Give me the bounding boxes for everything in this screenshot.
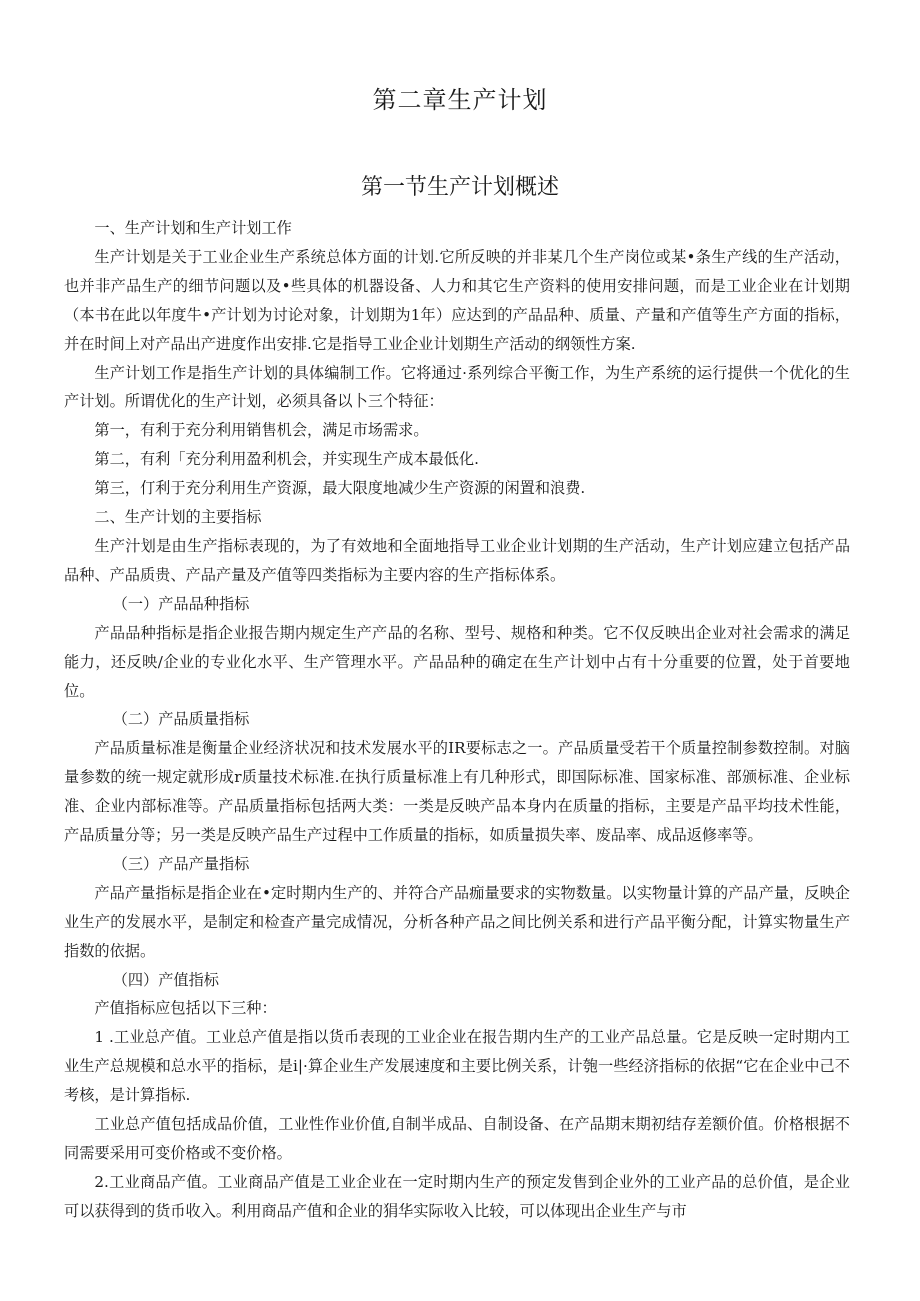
- list-item: 第三，仃利于充分利用生产资源，最大限度地减少生产资源的闲置和浪费.: [94, 479, 586, 498]
- subheading: （一）产品品种指标: [112, 594, 250, 613]
- paragraph: 产品品种指标是指企业报告期内规定生产产品的名称、型号、规格和种类。它不仅反映出企业对社会需求的满足能力，还反映/企业的专业化水平、生产管理水平。产品品种的确定在生产计划中占有十分重要的位置，处于首要地位。: [64, 623, 850, 700]
- paragraph: 产品质量标准是衡量企业经济状况和技术发展水平的IR要标志之一。产品质量受若干个质量控制参数控制。对脑量参数的统一规定就形成r质量技术标准.在执行质量标准上有几种形式，即国际标准、国家标准、部颁标准、企业标准、企业内部标准等。产品质量指标包括两大类：一类是反映产品本身内在质量的指标，主要是产品平均技术性能，产品质量分等；另一类是反映产品生产过程中工作质量的指标，如质量损失率、废品率、成品返修率等。: [64, 739, 850, 845]
- body-text: [64, 214, 850, 1226]
- paragraph: 1 .工业总产值。工业总产值是指以货币表现的工业企业在报告期内生产的工业产品总量。它是反映一定时期内工业生产总规模和总水平的指标，是i|·算企业生产发展速度和主要比例关系，计匏一些经济指标的依据“它在企业中己不考核，是计算指标.: [64, 1028, 850, 1105]
- heading-2: 二、生产计划的主要指标: [94, 508, 262, 527]
- paragraph: 生产计划是关于工业企业生产系统总体方面的计划.它所反映的并非某几个生产岗位或某•条生产线的生产活动，也并非产品生产的细节问题以及•些具体的机器设备、人力和其它生产资料的使用安排问题，而是工业企业在计划期（本书在此以年度牛•产计划为讨论对象，计划期为1年）应达到的产品品种、质量、产量和产值等生产方面的指标，并在时间上对产品出产进度作出安排.它是指导工业企业计划期生产活动的纲领性方案.: [64, 247, 850, 353]
- paragraph: 产值指标应包括以下三种：: [94, 999, 277, 1018]
- chapter-title: 第二章生产计划: [372, 86, 548, 114]
- paragraph: 生产计划工作是指生产计划的具体编制工作。它将通过·系列综合平衡工作，为生产系统的运行提供一个优化的生产计划。所谓优化的生产计划，必须具备以卜三个特征：: [64, 363, 850, 411]
- list-item: 第二，有利「充分利用盈利机会，并实现生产成本最低化.: [94, 450, 479, 469]
- paragraph: 工业总产值包括成品价值，工业性作业价值,自制半成品、自制设备、在产品期末期初结存差额价值。价格根据不同需要采用可变价格或不变价格。: [64, 1115, 850, 1162]
- subheading: （三）产品产量指标: [112, 854, 250, 873]
- subheading: （四）产值指标: [112, 970, 219, 989]
- subheading: （二）产品质量指标: [112, 710, 250, 729]
- list-item: 第一，有利于充分利用销售机会，满足市场需求。: [94, 421, 429, 440]
- paragraph: 生产汁划是由生产指标表现的，为了有效地和全面地指导工业企业计划期的生产活动，生产计划应建立包括产品品种、产品质贵、产品产量及产值等四类指标为主要内容的生产指标体系。: [64, 536, 850, 584]
- paragraph: 2.工业商品产值。工业商品产值是工业企业在一定时期内生产的预定发售到企业外的工业产品的总价值，是企业可以获得到的货币收入。利用商品产值和企业的狷华实际收入比较，可以体现出企业生产与市: [64, 1172, 850, 1220]
- paragraph: 产品产量指标是指企业在•定时期内生产的、并符合产品痂量要求的实物数量。以实物量计算的产品产量，反映企业生产的发展水平，是制定和检查产量完成情况，分析各种产品之间比例关系和进行产品平衡分配，计算实物量生产指数的依据。: [64, 883, 850, 960]
- section-title: 第一节生产计划概述: [360, 175, 559, 200]
- heading-1: 一、生产计划和生产计划工作: [94, 219, 292, 237]
